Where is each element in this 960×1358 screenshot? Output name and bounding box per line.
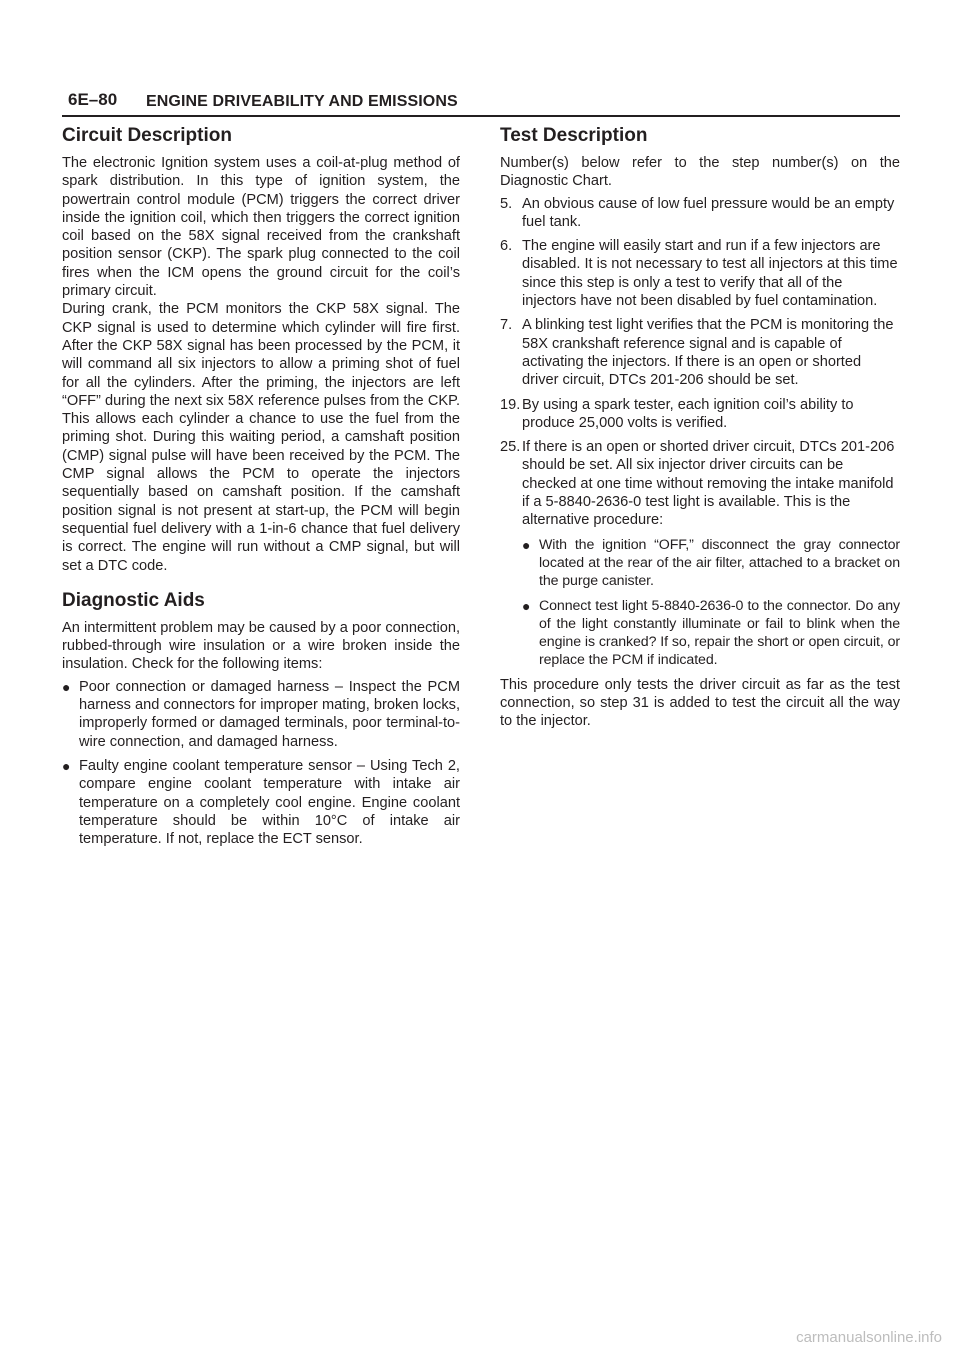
list-item bbox=[522, 597, 900, 670]
list-item bbox=[522, 536, 900, 591]
step-text: The engine will easily start and run if a few injectors are disabled. It is not necessary to test all injectors at this time since this step is only a test to verify that all of the injectors have not been disabled by fuel contamination. bbox=[522, 238, 898, 310]
bullet-icon: ● bbox=[62, 757, 71, 774]
circuit-description-heading: Circuit Description bbox=[62, 125, 232, 146]
page-header bbox=[62, 86, 900, 118]
list-item bbox=[62, 678, 460, 751]
step-text: If there is an open or shorted driver circuit, DTCs 201-206 should be set. All six injector driver circuits can be checked at one time without removing the intake manifold if a 5-8840-2636-0 test light is available. This is the alternative procedure: bbox=[522, 439, 895, 529]
bullet-icon: ● bbox=[522, 536, 531, 553]
test-description-intro: Number(s) below refer to the step number(s) on the Diagnostic Chart. bbox=[500, 155, 900, 190]
step-number: 5. bbox=[500, 195, 513, 212]
diagnostic-aids-intro: An intermittent problem may be caused by a poor connection, rubbed-through wire insulation or a wire broken inside the insulation. Check for the following items: bbox=[62, 619, 460, 673]
circuit-description-paragraph-2: During crank, the PCM monitors the CKP 58X signal. The CKP signal is used to determine which cylinder will fire first. After the CKP 58X signal has been processed by the PCM, it will command all six injectors to allow a priming shot of fuel for all the cylinders. After the priming, the injectors are left “OFF” during the next six 58X reference pulses from the CKP. This allows each cylinder a chance to use the fuel from the priming shot. During this waiting period, a camshaft position (CMP) signal pulse will have been received by the PCM. The CMP signal allows the PCM to operate the injectors sequentially based on camshaft position. If the camshaft position signal is not present at start-up, the PCM will begin sequential fuel delivery with a 1-in-6 chance that fuel delivery is correct. The engine will run without a CMP signal, but will set a DTC code. bbox=[62, 301, 460, 574]
step-text: A blinking test light verifies that the PCM is monitoring the 58X crankshaft reference signal and is capable of activating the injectors. If there is an open or shorted driver circuit, DTCs 201-206 should be set. bbox=[522, 317, 894, 389]
section-title: ENGINE DRIVEABILITY AND EMISSIONS bbox=[146, 93, 458, 110]
step-number: 25. bbox=[500, 439, 521, 456]
bullet-icon: ● bbox=[522, 597, 531, 614]
step-25-bullets bbox=[522, 536, 900, 670]
list-item bbox=[62, 757, 460, 848]
step-item bbox=[500, 396, 900, 433]
page-number: 6E–80 bbox=[68, 90, 118, 109]
step-text: By using a spark tester, each ignition coil’s ability to produce 25,000 volts is verified. bbox=[522, 396, 854, 431]
header-rule bbox=[62, 115, 900, 117]
circuit-description-paragraph-1: The electronic Ignition system uses a coil-at-plug method of spark distribution. In this type of ignition system, the powertrain control module (PCM) triggers the correct driver inside the ignition coil, which then triggers the correct ignition coil based on the 58X signal received from the crankshaft position sensor (CKP). The spark plug connected to the coil fires when the ICM opens the ground circuit for the coil’s primary circuit. bbox=[62, 155, 460, 300]
list-item-text: Faulty engine coolant temperature sensor – Using Tech 2, compare engine coolant temperature with intake air temperature on a completely cool engine. Engine coolant temperature should be within 10°C of intake air temperature. If not, replace the ECT sensor. bbox=[79, 757, 460, 848]
step-item bbox=[500, 237, 900, 310]
watermark: carmanualsonline.info bbox=[796, 1329, 942, 1346]
step-text: An obvious cause of low fuel pressure would be an empty fuel tank. bbox=[522, 195, 895, 230]
step-item bbox=[500, 316, 900, 389]
test-steps-list bbox=[500, 195, 900, 670]
step-item bbox=[500, 438, 900, 670]
list-item-text: Poor connection or damaged harness – Inspect the PCM harness and connectors for improper mating, broken locks, improperly formed or damaged terminals, poor terminal-to-wire connection, and damaged harness. bbox=[79, 678, 460, 750]
diagnostic-aids-heading: Diagnostic Aids bbox=[62, 589, 205, 611]
test-description-heading: Test Description bbox=[500, 125, 648, 146]
list-item-text: With the ignition “OFF,” disconnect the gray connector located at the rear of the air filter, attached to a bracket on the purge canister. bbox=[539, 536, 900, 590]
bullet-icon: ● bbox=[62, 678, 71, 695]
step-number: 19. bbox=[500, 396, 521, 413]
step-number: 6. bbox=[500, 238, 513, 255]
step-item bbox=[500, 195, 900, 232]
list-item-text: Connect test light 5-8840-2636-0 to the connector. Do any of the light constantly illuminate or fail to blink when the engine is cranked? If so, repair the short or open circuit, or replace the PCM if indicated. bbox=[539, 597, 900, 669]
right-column bbox=[500, 124, 900, 731]
left-column bbox=[62, 124, 460, 854]
test-description-closing: This procedure only tests the driver circuit as far as the test connection, so step 31 is added to test the circuit all the way to the injector. bbox=[500, 676, 900, 730]
step-number: 7. bbox=[500, 317, 513, 334]
diagnostic-aids-list bbox=[62, 678, 460, 849]
